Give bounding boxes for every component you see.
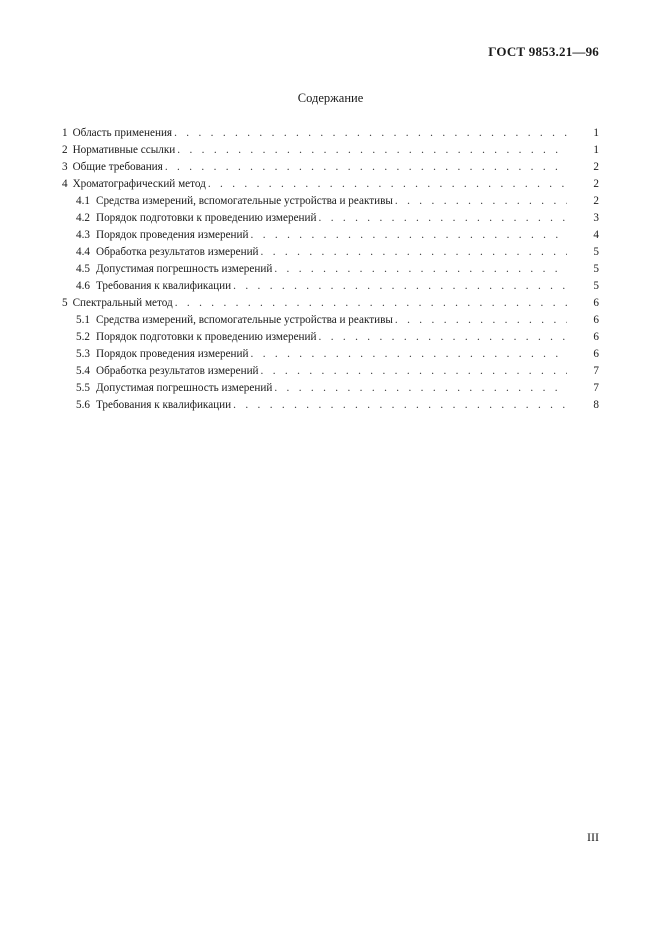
toc-entry-title: Область применения [72,127,173,139]
toc-dot-leader [175,295,567,312]
toc-entry[interactable] [62,244,599,261]
toc-dot-leader [233,397,567,414]
toc-entry-number: 4.6 [76,280,90,292]
toc-dot-leader [319,210,568,227]
toc-entry-number: 5.5 [76,382,90,394]
toc-entry-title: Требования к квалификации [95,399,232,411]
toc-entry[interactable] [62,159,599,176]
toc-entry-page: 8 [593,399,599,411]
toc-entry-page: 5 [593,280,599,292]
toc-entry-number: 4.3 [76,229,90,241]
toc-entry-title: Обработка результатов измерений [95,365,259,377]
toc-dot-leader [251,346,567,363]
toc-entry-number: 3 [62,161,68,173]
toc-entry-title: Нормативные ссылки [72,144,176,156]
toc-entry[interactable] [62,210,599,227]
toc-entry-page: 5 [593,263,599,275]
toc-entry-page: 2 [593,195,599,207]
toc-entry[interactable] [62,397,599,414]
toc-entry[interactable] [62,380,599,397]
toc-entry-title: Хроматографический метод [72,178,206,190]
toc-entry-page: 6 [593,297,599,309]
toc-entry-page: 6 [593,314,599,326]
toc-entry-page: 1 [593,127,599,139]
toc-dot-leader [274,380,567,397]
toc-dot-leader [208,176,567,193]
toc-entry-title: Допустимая погрешность измерений [95,382,273,394]
toc-entry[interactable] [62,261,599,278]
toc-entry-title: Допустимая погрешность измерений [95,263,273,275]
table-of-contents [62,125,599,414]
page-number: III [587,830,599,844]
toc-entry-page: 3 [593,212,599,224]
toc-entry-title: Общие требования [72,161,163,173]
toc-dot-leader [261,244,567,261]
toc-entry-page: 7 [593,382,599,394]
toc-entry-number: 5.6 [76,399,90,411]
toc-entry[interactable] [62,227,599,244]
toc-entry-page: 6 [593,348,599,360]
toc-entry-number: 5.4 [76,365,90,377]
toc-entry[interactable] [62,193,599,210]
toc-entry-number: 5 [62,297,68,309]
toc-entry-number: 2 [62,144,68,156]
toc-entry-title: Порядок подготовки к проведению измерений [95,212,317,224]
toc-entry-page: 1 [593,144,599,156]
toc-dot-leader [251,227,567,244]
toc-dot-leader [261,363,567,380]
toc-entry-number: 1 [62,127,68,139]
toc-entry[interactable] [62,125,599,142]
toc-entry-title: Порядок проведения измерений [95,348,249,360]
toc-entry-page: 6 [593,331,599,343]
toc-title: Содержание [297,91,364,105]
toc-dot-leader [165,159,567,176]
toc-entry-number: 4 [62,178,68,190]
toc-dot-leader [319,329,568,346]
toc-entry-title: Требования к квалификации [95,280,232,292]
toc-entry[interactable] [62,142,599,159]
toc-dot-leader [395,193,567,210]
toc-entry-number: 4.1 [76,195,90,207]
toc-entry[interactable] [62,312,599,329]
toc-entry-number: 4.5 [76,263,90,275]
document-code: ГОСТ 9853.21—96 [488,44,599,59]
toc-entry-title: Порядок подготовки к проведению измерений [95,331,317,343]
toc-entry-number: 5.3 [76,348,90,360]
toc-entry-page: 2 [593,161,599,173]
toc-entry-page: 4 [593,229,599,241]
toc-entry-title: Обработка результатов измерений [95,246,259,258]
toc-dot-leader [177,142,567,159]
toc-entry-number: 5.2 [76,331,90,343]
toc-entry-title: Порядок проведения измерений [95,229,249,241]
toc-dot-leader [174,125,567,142]
toc-entry[interactable] [62,346,599,363]
toc-entry-title: Спектральный метод [72,297,173,309]
toc-entry-page: 5 [593,246,599,258]
toc-entry[interactable] [62,176,599,193]
toc-entry[interactable] [62,329,599,346]
toc-dot-leader [233,278,567,295]
toc-entry[interactable] [62,363,599,380]
toc-entry[interactable] [62,295,599,312]
toc-entry[interactable] [62,278,599,295]
toc-entry-page: 7 [593,365,599,377]
toc-entry-title: Средства измерений, вспомогательные устройства и реактивы [95,314,393,326]
toc-entry-title: Средства измерений, вспомогательные устройства и реактивы [95,195,393,207]
toc-entry-number: 5.1 [76,314,90,326]
toc-entry-number: 4.2 [76,212,90,224]
toc-dot-leader [274,261,567,278]
toc-entry-page: 2 [593,178,599,190]
toc-dot-leader [395,312,567,329]
toc-entry-number: 4.4 [76,246,90,258]
